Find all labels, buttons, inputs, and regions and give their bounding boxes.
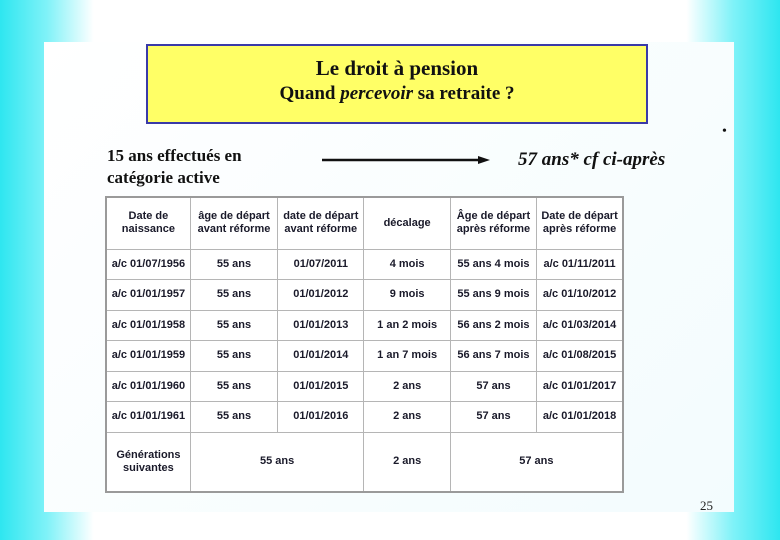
table-footer-row: [106, 432, 623, 492]
table-cell: 55 ans: [190, 402, 277, 433]
table-cell: a/c 01/07/1956: [106, 249, 190, 280]
table-cell: a/c 01/01/1961: [106, 402, 190, 433]
subtitle-italic: percevoir: [340, 83, 414, 104]
table-cell: a/c 01/01/1960: [106, 371, 190, 402]
lead-text: 15 ans effectués en catégorie active: [107, 146, 242, 187]
table-cell: 56 ans 2 mois: [450, 310, 536, 341]
table-cell: 1 an 7 mois: [364, 341, 450, 372]
header-age-after: Âge de départ après réforme: [450, 197, 536, 249]
table-cell: 55 ans: [190, 249, 277, 280]
footer-age-before: 55 ans: [190, 432, 364, 492]
table-cell: 55 ans: [190, 310, 277, 341]
table-row: [106, 280, 623, 311]
table-cell: 55 ans: [190, 280, 277, 311]
table-cell: 9 mois: [364, 280, 450, 311]
subtitle-suffix: sa retraite ?: [413, 83, 515, 104]
table-cell: a/c 01/11/2011: [537, 249, 623, 280]
pension-table: [105, 196, 624, 493]
header-age-before: âge de départ avant réforme: [190, 197, 277, 249]
table-cell: a/c 01/01/2017: [537, 371, 623, 402]
header-shift: décalage: [364, 197, 450, 249]
header-date-before: date de départ avant réforme: [278, 197, 364, 249]
table-cell: 57 ans: [450, 402, 536, 433]
table-cell: 01/01/2015: [278, 371, 364, 402]
table-row: [106, 249, 623, 280]
header-date-after: Date de départ après réforme: [537, 197, 623, 249]
header-birth-date: Date de naissance: [106, 197, 190, 249]
table-cell: a/c 01/10/2012: [537, 280, 623, 311]
table-row: [106, 402, 623, 433]
table-cell: 2 ans: [364, 371, 450, 402]
subtitle-prefix: Quand: [279, 83, 341, 104]
table-cell: 01/01/2014: [278, 341, 364, 372]
bullet-dot: •: [722, 124, 727, 139]
table-cell: 01/01/2016: [278, 402, 364, 433]
table-cell: 01/07/2011: [278, 249, 364, 280]
result-text: 57 ans* cf ci-après: [518, 149, 666, 170]
slide-title: Le droit à pension: [315, 56, 479, 80]
title-banner: [146, 44, 648, 124]
table-cell: 55 ans 9 mois: [450, 280, 536, 311]
table-cell: 4 mois: [364, 249, 450, 280]
page-number: 25: [700, 498, 713, 513]
table-cell: 1 an 2 mois: [364, 310, 450, 341]
table-header-row: [106, 197, 623, 249]
table-cell: a/c 01/08/2015: [537, 341, 623, 372]
footer-shift: 2 ans: [364, 432, 450, 492]
table-cell: 2 ans: [364, 402, 450, 433]
table-row: [106, 371, 623, 402]
table-cell: 57 ans: [450, 371, 536, 402]
table-cell: a/c 01/01/1957: [106, 280, 190, 311]
footer-label: Générations suivantes: [106, 432, 190, 492]
table-row: [106, 341, 623, 372]
table-cell: 55 ans: [190, 341, 277, 372]
table-cell: 01/01/2012: [278, 280, 364, 311]
table-cell: 01/01/2013: [278, 310, 364, 341]
table-cell: a/c 01/01/2018: [537, 402, 623, 433]
footer-age-after: 57 ans: [450, 432, 623, 492]
right-arrow-icon: [322, 153, 490, 167]
table-cell: 56 ans 7 mois: [450, 341, 536, 372]
table-cell: a/c 01/01/1959: [106, 341, 190, 372]
table-cell: 55 ans 4 mois: [450, 249, 536, 280]
slide-subtitle: [148, 83, 646, 105]
table-cell: 55 ans: [190, 371, 277, 402]
table-row: [106, 310, 623, 341]
table-cell: a/c 01/01/1958: [106, 310, 190, 341]
table-cell: a/c 01/03/2014: [537, 310, 623, 341]
